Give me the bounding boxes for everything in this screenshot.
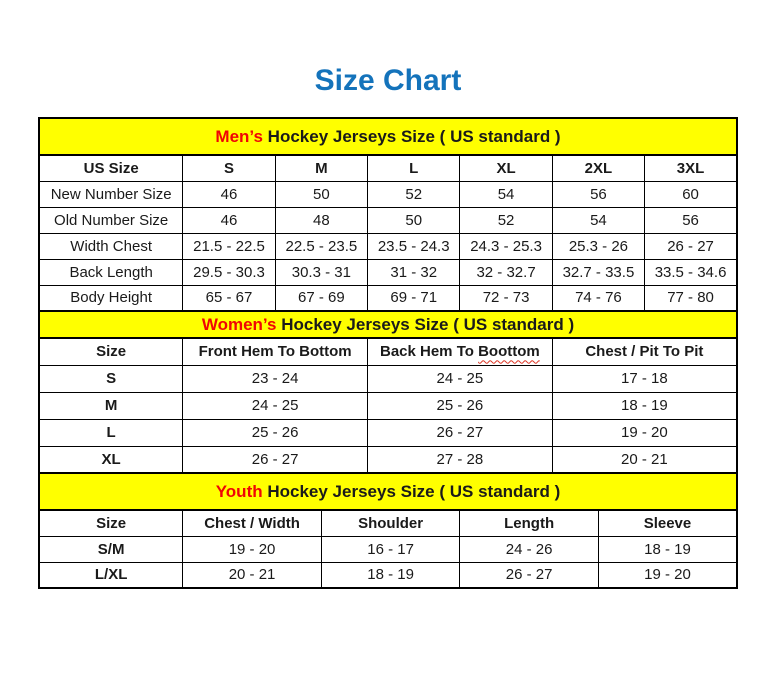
- size-value: 52: [368, 181, 460, 207]
- size-value: 48: [275, 207, 367, 233]
- band-title-text: Hockey Jerseys Size ( US standard ): [262, 126, 561, 146]
- size-value: 18 - 19: [598, 536, 737, 562]
- size-value: 27 - 28: [368, 446, 553, 473]
- band-title-text: Hockey Jerseys Size ( US standard ): [276, 314, 575, 334]
- row-label: L/XL: [39, 562, 183, 588]
- table-row: [39, 181, 737, 207]
- size-value: 50: [275, 181, 367, 207]
- column-header: Front Hem To Bottom: [183, 338, 368, 365]
- page-title: Size Chart: [314, 64, 462, 97]
- size-value: 24.3 - 25.3: [460, 233, 552, 259]
- band-accent-text: Youth: [215, 481, 263, 501]
- column-header: Sleeve: [598, 510, 737, 536]
- size-value: 65 - 67: [183, 285, 275, 311]
- row-label: Width Chest: [39, 233, 183, 259]
- column-header: 2XL: [552, 155, 644, 181]
- size-value: 22.5 - 23.5: [275, 233, 367, 259]
- size-value: 24 - 25: [368, 365, 553, 392]
- size-value: 19 - 20: [552, 419, 737, 446]
- section-band-womens: [39, 311, 737, 338]
- row-label: Back Length: [39, 259, 183, 285]
- column-header: US Size: [39, 155, 183, 181]
- header-row: [39, 338, 737, 365]
- size-chart: [38, 117, 738, 589]
- size-value: 19 - 20: [598, 562, 737, 588]
- column-header: Shoulder: [321, 510, 460, 536]
- band-accent-text: Men’s: [215, 126, 263, 146]
- size-value: 19 - 20: [183, 536, 322, 562]
- size-value: 21.5 - 22.5: [183, 233, 275, 259]
- section-band-youth: [39, 473, 737, 510]
- size-value: 56: [552, 181, 644, 207]
- size-value: 32.7 - 33.5: [552, 259, 644, 285]
- size-value: 18 - 19: [321, 562, 460, 588]
- row-label: M: [39, 392, 183, 419]
- size-value: 72 - 73: [460, 285, 552, 311]
- size-value: 26 - 27: [368, 419, 553, 446]
- table-row: [39, 536, 737, 562]
- size-value: 25 - 26: [183, 419, 368, 446]
- header-row: [39, 155, 737, 181]
- table-row: [39, 392, 737, 419]
- size-value: 46: [183, 207, 275, 233]
- header-row: [39, 510, 737, 536]
- size-value: 67 - 69: [275, 285, 367, 311]
- column-header: Length: [460, 510, 599, 536]
- size-value: 18 - 19: [552, 392, 737, 419]
- size-value: 20 - 21: [552, 446, 737, 473]
- column-header: S: [183, 155, 275, 181]
- table-row: [39, 207, 737, 233]
- size-value: 74 - 76: [552, 285, 644, 311]
- size-table-womens: [38, 310, 738, 474]
- size-value: 25.3 - 26: [552, 233, 644, 259]
- table-row: [39, 285, 737, 311]
- column-header: Size: [39, 510, 183, 536]
- size-value: 54: [460, 181, 552, 207]
- size-value: 17 - 18: [552, 365, 737, 392]
- size-value: 20 - 21: [183, 562, 322, 588]
- size-table-youth: [38, 472, 738, 589]
- size-value: 60: [645, 181, 737, 207]
- size-value: 23.5 - 24.3: [368, 233, 460, 259]
- section-band-row: [39, 473, 737, 510]
- column-header: Chest / Width: [183, 510, 322, 536]
- row-label: Old Number Size: [39, 207, 183, 233]
- size-value: 69 - 71: [368, 285, 460, 311]
- column-header: [368, 338, 553, 365]
- misspelled-word: Boottom: [478, 343, 540, 361]
- section-band-row: [39, 118, 737, 155]
- row-label: S: [39, 365, 183, 392]
- size-value: 26 - 27: [183, 446, 368, 473]
- size-value: 24 - 25: [183, 392, 368, 419]
- column-header: L: [368, 155, 460, 181]
- size-value: 26 - 27: [645, 233, 737, 259]
- row-label: L: [39, 419, 183, 446]
- size-value: 56: [645, 207, 737, 233]
- row-label: Body Height: [39, 285, 183, 311]
- size-value: 23 - 24: [183, 365, 368, 392]
- size-value: 50: [368, 207, 460, 233]
- table-row: [39, 365, 737, 392]
- row-label: S/M: [39, 536, 183, 562]
- column-header-text: Back Hem To: [379, 343, 479, 361]
- band-title-text: Hockey Jerseys Size ( US standard ): [262, 481, 561, 501]
- section-band-row: [39, 311, 737, 338]
- row-label: New Number Size: [39, 181, 183, 207]
- size-value: 33.5 - 34.6: [645, 259, 737, 285]
- size-value: 30.3 - 31: [275, 259, 367, 285]
- size-value: 31 - 32: [368, 259, 460, 285]
- size-value: 54: [552, 207, 644, 233]
- column-header: Chest / Pit To Pit: [552, 338, 737, 365]
- size-value: 16 - 17: [321, 536, 460, 562]
- table-row: [39, 419, 737, 446]
- row-label: XL: [39, 446, 183, 473]
- column-header: XL: [460, 155, 552, 181]
- size-value: 52: [460, 207, 552, 233]
- size-table-mens: [38, 117, 738, 312]
- table-row: [39, 259, 737, 285]
- table-row: [39, 233, 737, 259]
- size-value: 32 - 32.7: [460, 259, 552, 285]
- column-header: M: [275, 155, 367, 181]
- table-row: [39, 562, 737, 588]
- table-row: [39, 446, 737, 473]
- section-band-mens: [39, 118, 737, 155]
- size-value: 25 - 26: [368, 392, 553, 419]
- size-value: 24 - 26: [460, 536, 599, 562]
- size-value: 77 - 80: [645, 285, 737, 311]
- size-value: 26 - 27: [460, 562, 599, 588]
- band-accent-text: Women’s: [201, 314, 277, 334]
- size-value: 46: [183, 181, 275, 207]
- column-header: Size: [39, 338, 183, 365]
- size-value: 29.5 - 30.3: [183, 259, 275, 285]
- column-header: 3XL: [645, 155, 737, 181]
